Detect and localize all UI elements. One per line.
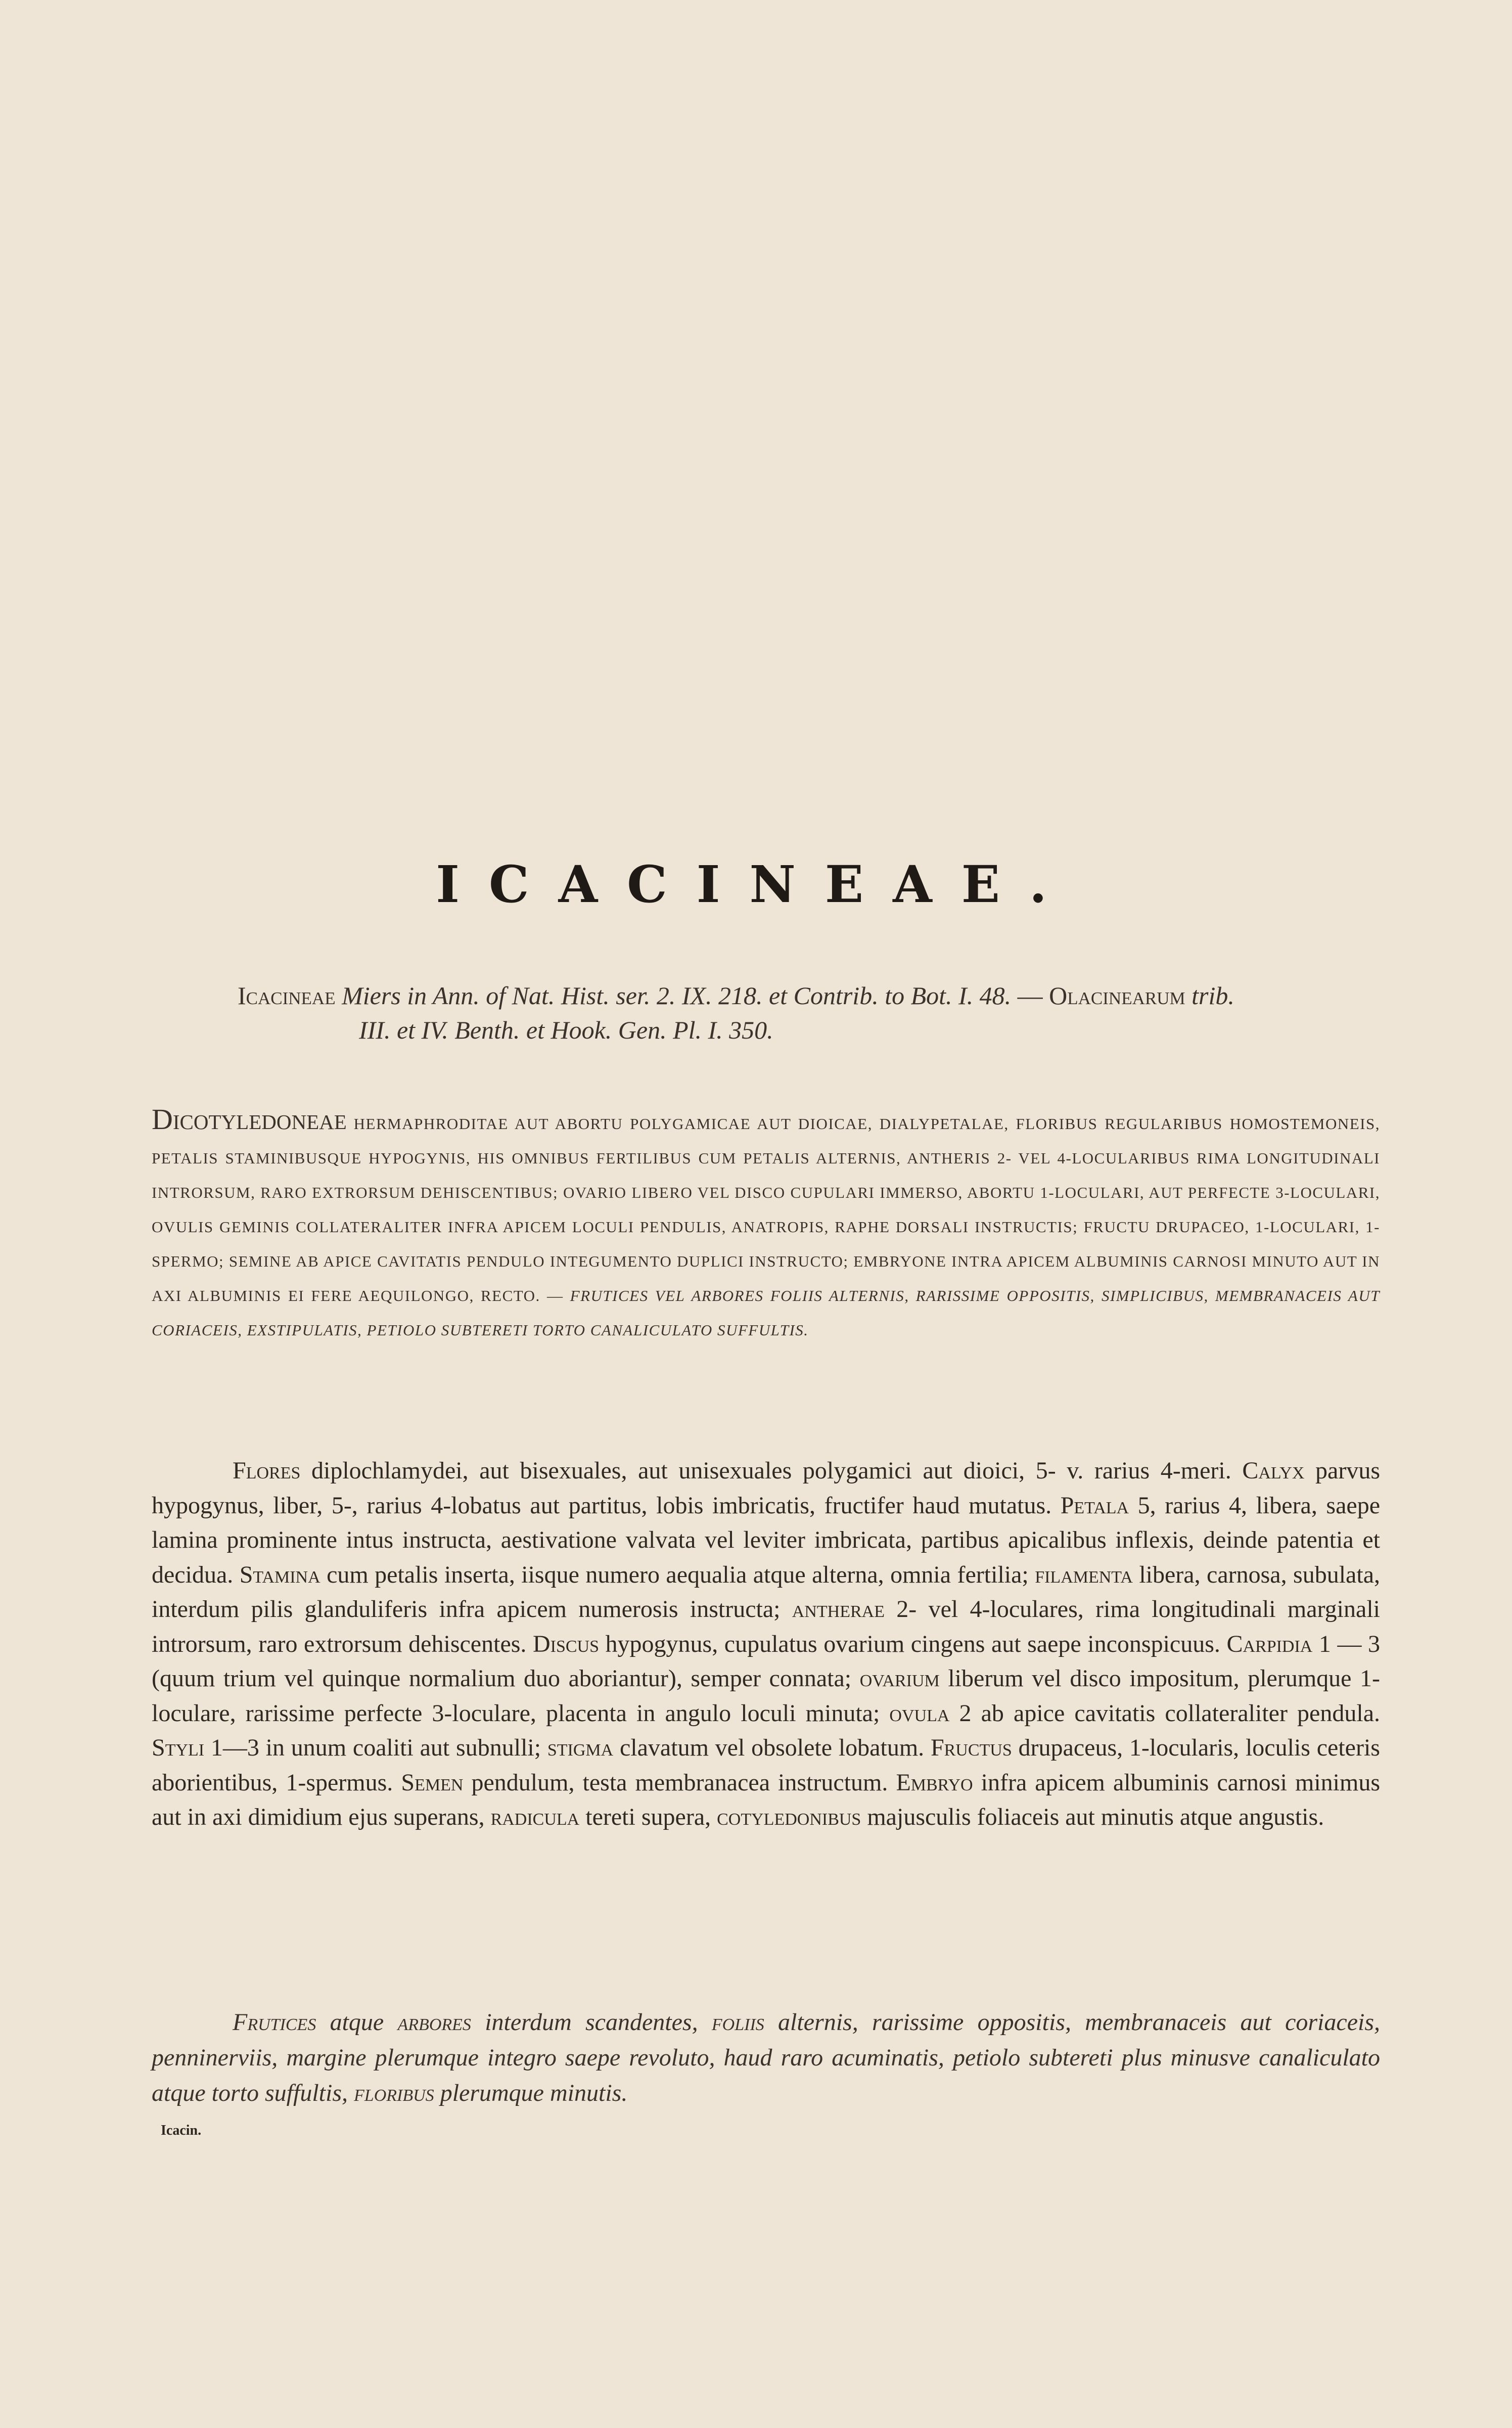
text-stigma: clavatum vel obsolete lobatum.	[613, 1734, 931, 1761]
signature-mark: Icacin.	[161, 2123, 202, 2138]
term-filamenta: filamenta	[1035, 1561, 1133, 1588]
term-foliis: foliis	[711, 2009, 764, 2036]
note-text-1: atque	[316, 2009, 398, 2036]
term-fructus: Fructus	[930, 1734, 1012, 1761]
diagnosis-lead: Dicotyledoneae	[152, 1103, 347, 1136]
term-stigma: stigma	[547, 1734, 614, 1761]
term-styli: Styli	[152, 1734, 205, 1761]
diagnosis-body: HERMAPHRODITAE AUT ABORTU POLYGAMICAE AUT DIOICAE, DIALYPETALAE, FLORIBUS REGULARIBUS HOMOSTEMONEIS, PETALIS STAMINIBUSQUE HYPOGYNIS, HIS OMNIBUS FERTILIBUS CUM PETALIS ALTERNIS, ANTHERIS 2- VEL 4-LOCULARIBUS RIMA LONGITUDINALI INTRORSUM, RARO EXTRORSUM DEHISCENTIBUS; OVARIO LIBERO VEL DISCO CUPULARI IMMERSO, ABORTU 1-LOCULARI, AUT PERFECTE 3-LOCULARI, OVULIS GEMINIS COLLATERALITER INFRA APICEM LOCULI PENDULIS, ANATROPIS, RAPHE DORSALI INSTRUCTIS; FRUCTU DRUPACEO, 1-LOCULARI, 1-SPERMO; SEMINE AB APICE CAVITATIS PENDULO INTEGUMENTO DUPLICI INSTRUCTO; EMBRYONE INTRA APICEM ALBUMINIS CARNOSI MINUTO AUT IN AXI ALBUMINIS EI FERE AEQUILONGO, RECTO. —	[152, 1115, 1381, 1305]
text-discus: hypogynus, cupulatus ovarium cingens aut saepe inconspicuus.	[599, 1630, 1227, 1657]
text-fructus: drupaceus, 1-locularis, loculis ceteris aborientibus, 1-spermus.	[152, 1734, 1380, 1796]
term-frutices: Frutices	[233, 2009, 316, 2036]
text-ovarium: liberum vel disco impositum, plerumque 1-loculare, rarissime perfecte 3-loculare, placenta in angulo loculi minuta;	[152, 1665, 1381, 1727]
text-radicula: tereti supera,	[579, 1804, 717, 1830]
latin-diagnosis	[152, 1102, 1380, 1347]
term-petala: Petala	[1060, 1492, 1129, 1519]
text-styli: 1—3 in unum coaliti aut subnulli;	[204, 1734, 547, 1761]
reference-alt-trib: trib.	[1192, 981, 1234, 1010]
text-stamina: cum petalis inserta, iisque numero aequalia atque alterna, omnia fertilia;	[320, 1561, 1035, 1588]
text-petala: 5, rarius 4, libera, saepe lamina prominente intus instructa, aestivatione valvata vel leviter imbricata, partibus apicalibus inflexis, deinde patentia et decidua.	[152, 1492, 1380, 1588]
reference-citation: Miers in Ann. of Nat. Hist. ser. 2. IX. 218. et Contrib. to Bot. I. 48.	[342, 981, 1012, 1010]
term-arbores: arbores	[397, 2009, 471, 2036]
term-floribus: floribus	[354, 2080, 434, 2106]
term-stamina: Stamina	[239, 1561, 320, 1588]
text-antherae: 2- vel 4-loculares, rima longitudinali marginali introrsum, raro extrorsum dehiscentes.	[152, 1596, 1380, 1657]
text-filamenta: libera, carnosa, subulata, interdum pilis glanduliferis infra apicem numerosis instructa;	[152, 1561, 1380, 1623]
term-semen: Semen	[401, 1769, 464, 1796]
note-text-2: interdum scandentes,	[471, 2009, 712, 2036]
page-title: ICACINEAE.	[436, 855, 1076, 914]
term-discus: Discus	[532, 1630, 600, 1657]
text-carpidia: 1 — 3 (quum trium vel quinque normalium duo aboriantur), semper connata;	[152, 1630, 1380, 1692]
term-ovarium: ovarium	[859, 1665, 940, 1692]
term-embryo: Embryo	[896, 1769, 973, 1796]
term-cotyledonibus: cotyledonibus	[717, 1804, 861, 1830]
diagnosis-tail: FRUTICES VEL ARBORES FOLIIS ALTERNIS, RARISSIME OPPOSITIS, SIMPLICIBUS, MEMBRANACEIS AUT CORIACEIS, EXSTIPULATIS, PETIOLO SUBTERETI TORTO CANALICULATO SUFFULTIS.	[152, 1287, 1380, 1339]
reference-alt-name: Olacinearum	[1049, 981, 1185, 1010]
note-text-4: plerumque minutis.	[434, 2080, 628, 2106]
habit-note	[152, 2005, 1380, 2111]
bibliographic-reference	[238, 978, 1380, 1047]
term-ovula: ovula	[889, 1699, 950, 1727]
text-calyx: parvus hypogynus, liber, 5-, rarius 4-lobatus aut partitus, lobis imbricatis, fructifer haud mutatus.	[152, 1457, 1381, 1519]
description-paragraph	[152, 1454, 1380, 1835]
text-semen: pendulum, testa membranacea instructum.	[463, 1769, 896, 1796]
term-antherae: antherae	[792, 1596, 885, 1623]
term-calyx: Calyx	[1242, 1457, 1305, 1484]
term-radicula: radicula	[490, 1804, 580, 1830]
note-text-3: alternis, rarissime oppositis, membranaceis aut coriaceis, penninerviis, margine plerumque integro saepe revoluto, haud raro acuminatis, petiolo subtereti plus minusve canaliculato atque torto suffultis,	[152, 2009, 1381, 2106]
reference-line-2: III. et IV. Benth. et Hook. Gen. Pl. I. 350.	[359, 1016, 773, 1044]
text-ovula: 2 ab apice cavitatis collateraliter pendula.	[949, 1699, 1380, 1727]
term-carpidia: Carpidia	[1226, 1630, 1313, 1657]
term-flores: Flores	[233, 1457, 301, 1484]
text-flores: diplochlamydei, aut bisexuales, aut unisexuales polygamici aut dioici, 5- v. rarius 4-meri.	[300, 1457, 1243, 1484]
text-embryo: infra apicem albuminis carnosi minimus aut in axi dimidium ejus superans,	[152, 1769, 1381, 1830]
reference-name: Icacineae	[238, 981, 336, 1010]
reference-dash: —	[1017, 981, 1043, 1010]
text-cotyledonibus: majusculis foliaceis aut minutis atque angustis.	[861, 1804, 1324, 1830]
